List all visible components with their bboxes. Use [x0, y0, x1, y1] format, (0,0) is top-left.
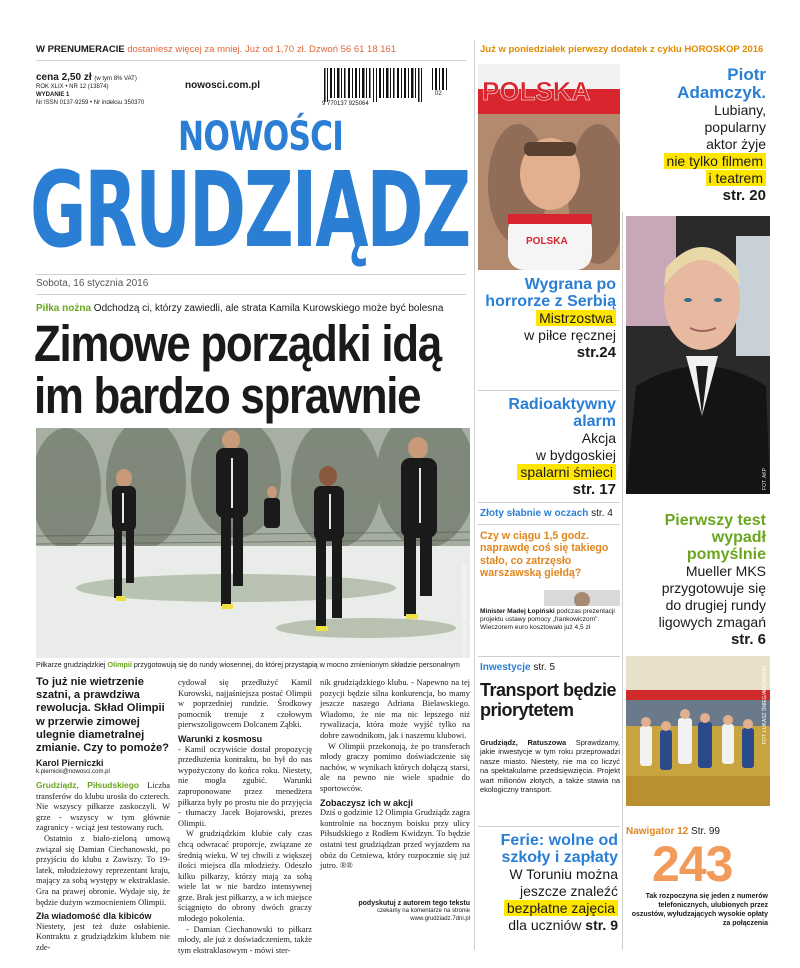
fan-scene	[478, 64, 620, 270]
photo-credit-actor: FOT. AKP	[762, 468, 768, 490]
issue-date: Sobota, 16 stycznia 2016	[36, 278, 149, 289]
teaser-ferie[interactable]: Ferie: wolne od szkoły i zapłaty W Toruniu można jeszcze znaleźć bezpłatne zajęcia dla uczniów str. 9	[500, 832, 618, 933]
issn: Nr ISSN 0137-9259 • Nr indeksu 350370	[36, 100, 145, 106]
teaser-mks[interactable]: Pierwszy test wypadł pomyślnie Mueller MKS przygotowuje się do drugiej rundy ligowych zmagań str. 6	[658, 512, 766, 648]
lead-headline: Zimowe porządki idą im bardzo sprawnie	[34, 315, 441, 424]
kicker-label: Piłka nożna	[36, 303, 92, 314]
transport-headline: Transport będzie priorytetem	[480, 680, 617, 720]
invest-label[interactable]: Inwestycje str. 5	[480, 662, 556, 673]
kicker-text: Odchodzą ci, którzy zawiedli, ale strata Kamila Kurowskiego może być bolesna	[93, 303, 444, 314]
logo-top: NOWOŚCI	[178, 114, 344, 160]
number-caption: Tak rozpoczyna się jeden z numerów telefonicznych, ulubionych przez oszustów, wyłudzających wysokie opłaty za połączenia	[631, 893, 768, 927]
training-scene	[36, 428, 470, 658]
lead-photo	[36, 428, 470, 658]
article-col-3: nik grudziądzkiego klubu. - Napewno na tej pozycji będzie silna konkurencja, bo mamy jeszcze naszego Adriana Bielawskiego. Wiadomo, że nie ma nic lepszego niż rywalizacja, która może wyjść tylko na dobre zawodnikom, jak i naszemu klubowi. W Olimpii przekonują, że po transferach młody graczy pomimo doświadczenie się nachów, w wynikach których dołączą starsi, ale na pewno nie wiele spadnie do sportowców. Zobaczysz ich w akcji Dziś o godzinie 12 Olimpia Grudziądz zagra kontrolnie na bocznym boisku przy ulicy Piłsudskiego z Rodłem Kwidzyn. To będzie ostatni test grudziądzan przed wyjazdem na obóz do Cetniewa, który rozpocznie się już jutro. ®®	[320, 678, 470, 871]
photo-credit-lead: FOT. ŁUKASZ TENOWSKI/ARCHIWUM	[462, 564, 468, 654]
actor-photo	[626, 216, 770, 494]
author-name: Karol Pierniczki	[36, 758, 104, 768]
barcode-number: 9 770137 925064	[322, 101, 369, 107]
subscription-text: dostaniesz więcej za mniej. Już od 1,70 zł. Dzwoń 56 61 18 161	[127, 44, 397, 55]
teaser-celebrity[interactable]: Piotr Adamczyk. Lubiany, popularny aktor żyje nie tylko filmem i teatrem str. 20	[626, 66, 766, 205]
col1-subhead: Zła wiadomość dla kibiców	[36, 911, 152, 922]
article-author	[36, 758, 170, 776]
col3-subhead: Zobaczysz ich w akcji	[320, 797, 414, 808]
logo-main: GRUDZIĄDZ	[30, 149, 470, 271]
subscription-label: W PRENUMERACIE	[36, 44, 125, 55]
price: cena 2,50 zł	[36, 72, 92, 83]
handball-scene	[626, 656, 770, 806]
comment-footer: podyskutuj z autorem tego tekstu czekamy na komentarze na stronie www.grudziadz.7dni.pl	[330, 900, 470, 923]
transport-text: Grudziądz, Ratuszowa Sprawdzamy, jakie inwestycje w tym roku przeprowadzi nasze miasto. Niestety, nie ma co liczyć na spektakularne przedsięwzięcia. Projekt wart milionów złotych, a także stawia na ekologiczny transport.	[480, 738, 620, 795]
website-link[interactable]: nowosci.com.pl	[185, 80, 261, 91]
article-intro: To już nie wietrzenie szatni, a prawdziwa rewolucja. Skład Olimpii w przerwie zimowej ulegnie diametralnej zmianie. Czy to pomoże?	[36, 676, 170, 755]
author-email[interactable]: k.piernicki@nowosci.com.pl	[36, 769, 110, 775]
horoscope-teaser: Już w poniedziałek pierwszy dodatek z cyklu HOROSKOP 2016	[480, 44, 764, 55]
lead-photo-caption: Piłkarze grudziądzkiej Olimpii przygotowują się do rundy wiosennej, do której przystąpią w mocno zmienionym składzie personalnym	[36, 660, 460, 669]
actor-portrait	[626, 216, 770, 494]
minister-caption: Minister Madej Łopiński podczas prezentacji projektu ustawy pomocy „frankowiczom". Wieczorem euro kosztowało już 4,5 zł	[480, 608, 615, 632]
edition: WYDANIE 1	[36, 92, 70, 98]
teaser-radioactive[interactable]: Radioaktywny alarm Akcja w bydgoskiej spalarni śmieci str. 17	[508, 396, 616, 498]
handball-photo	[626, 656, 770, 806]
photo-credit-side: FOT. ŁUKASZ ŚNIEG/ARCHIWUM	[762, 666, 768, 745]
shirt-text: POLSKA	[526, 236, 568, 247]
comment-url[interactable]: www.grudziadz.7dni.pl	[410, 916, 470, 922]
navigator-teaser[interactable]: Nawigator 12 Str. 99	[626, 826, 720, 837]
big-number: 243	[652, 836, 733, 892]
col2-subhead: Warunki z kosmosu	[178, 733, 263, 744]
issue-line: ROK XLIX • NR 12 (13874)	[36, 84, 109, 90]
lead-kicker	[36, 303, 443, 314]
minister-photo	[544, 590, 620, 606]
banner-text: POLSKA	[482, 76, 591, 106]
barcode	[320, 66, 462, 114]
col1-dateline: Grudziądz, Piłsudskiego	[36, 780, 139, 790]
article-col-1: Grudziądz, Piłsudskiego Liczba transferów do klubu urosła do czterech. Nie wszyscy piłkarze zaskoczyli. W grze - wszyscy w tym głównie zagranicy - wciąż jest testowany ruch. Ostatnio z biało-zieloną umową związał się Damian Ciechanowski, po przyjściu do klubu z Zawiszy. To 19-latek, młodzieżowy reprezentant kraju, mający za sobą występy w ekstraklasie. Gra na prawej obronie. Wydaje się, że będzie dużym wzmocnieniem Olimpii. Zła wiadomość dla kibiców Niestety, jest też duże osłabienie. Kontraktu z grudziądzkim klubem nie zde-	[36, 780, 170, 952]
stock-question: Czy w ciągu 1,5 godz. naprawdę coś się takiego stało, co zatrzęsło warszawską giełdą?	[480, 530, 609, 580]
price-vat: (w tym 8% VAT)	[94, 76, 137, 82]
subscription-bar	[36, 44, 466, 55]
teaser-handball[interactable]: Wygrana po horrorze z Serbią Mistrzostwa w piłce ręcznej str.24	[485, 276, 616, 361]
gold-teaser[interactable]: Złoty słabnie w oczach str. 4	[480, 508, 613, 519]
barcode-suffix: 02	[435, 91, 442, 97]
fan-photo	[478, 64, 620, 270]
price-box	[36, 72, 176, 107]
article-col-2: cydował się przedłużyć Kamil Kurowski, najjaśniejsza postać Olimpii w poprzedniej rundzie. Środkowy pomocnik trenuje z czołowym pierwszoligowcem Dolcanem Ząbki. Warunki z kosmosu - Kamil oczywiście dostał propozycję przedłużenia kontraktu, bo był do nas wypożyczony do końca roku. Niestety, nie mogła zgubić. Warunki zaproponowane przez menedżera piłkarza były po prostu nie do przyjęcia - tłumaczy Jacek Bojarowski, prezes Olimpii. W grudziądzkim klubie cały czas chcą odwracać proporcje, związane ze średnią wieku. W tej chwili z większej ilości miejsca dla młodzieży. Odeszło kilku piłkarzy, którzy mają za sobą wiele lat w nie bardzo intensywnej grze. Brak jest piłkarzy, a w ich miejsce ściągnięto do obrony dwóch graczy młodego pokolenia. - Damian Ciechanowski to piłkarz młody, ale już z doświadczeniem, także tym ekstraklasowym - mówi ster-	[178, 678, 312, 955]
